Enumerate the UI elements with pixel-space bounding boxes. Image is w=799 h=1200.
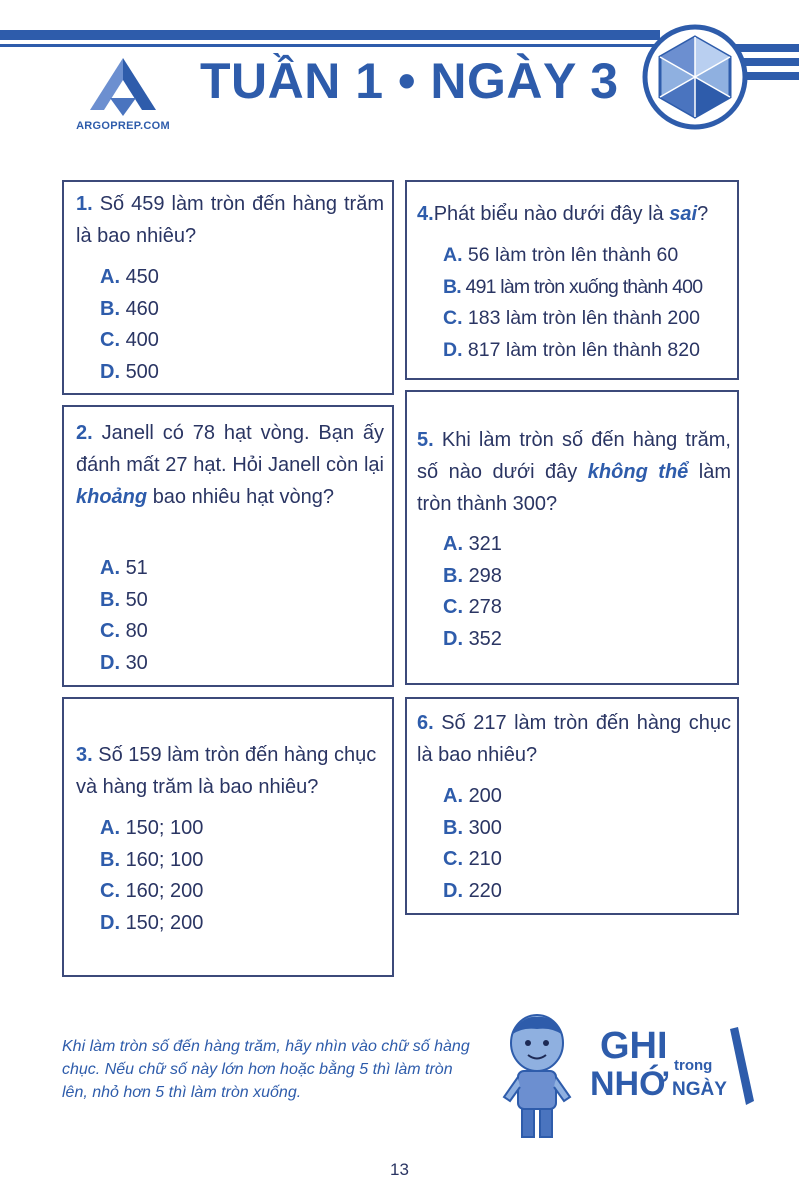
header-bar	[0, 30, 660, 40]
option-d[interactable]: D. 30	[100, 651, 148, 674]
question-emphasis: không thể	[587, 461, 689, 483]
option-b[interactable]: B. 50	[100, 588, 148, 611]
argoprep-logo	[68, 58, 178, 138]
question-text	[417, 424, 731, 520]
option-a[interactable]: A. 321	[443, 533, 502, 555]
options-list	[100, 262, 159, 388]
option-d[interactable]: D. 500	[100, 360, 159, 383]
page-number: 13	[390, 1160, 409, 1179]
option-c[interactable]: C. 80	[100, 620, 148, 642]
options-list	[443, 781, 502, 907]
question-body: Số 217 làm tròn đến hàng chục là bao nhiêu?	[417, 712, 731, 766]
question-body-before: Janell có 78 hạt vòng. Bạn ấy đánh mất 27 hạt. Hỏi Janell còn lại	[76, 422, 385, 476]
option-d[interactable]: D. 220	[443, 879, 502, 902]
pencil-slash-icon	[726, 1027, 756, 1107]
option-a[interactable]: A. 450	[100, 266, 159, 288]
hexagon-badge-icon	[640, 20, 750, 130]
option-b[interactable]: B. 460	[100, 297, 159, 320]
option-a[interactable]: A. 150; 100	[100, 817, 204, 839]
question-text	[76, 739, 384, 803]
question-body-before: Khi làm tròn số đến hàng trăm, số nào dưới đây	[417, 429, 731, 483]
question-card-1	[62, 180, 394, 395]
logo-text: ARGOPREP.COM	[76, 120, 170, 132]
question-body-before: Phát biểu nào dưới đây là	[433, 203, 664, 225]
option-a[interactable]: A. 56 làm tròn lên thành 60	[443, 244, 679, 266]
argoprep-logo-icon	[90, 58, 156, 116]
question-text	[417, 198, 733, 230]
question-text	[76, 188, 384, 252]
ghi-nho-badge	[590, 1025, 760, 1115]
option-c[interactable]: C. 400	[100, 329, 159, 351]
question-number: 5.	[417, 429, 434, 451]
option-d[interactable]: D. 150; 200	[100, 911, 204, 934]
question-number: 1.	[76, 193, 93, 215]
option-b[interactable]: B. 491 làm tròn xuống thành 400	[443, 275, 703, 298]
badge-trong: trong	[674, 1057, 713, 1074]
question-body: Số 159 làm tròn đến hàng chục và hàng trăm là bao nhiêu?	[76, 744, 377, 798]
question-card-3	[62, 697, 394, 977]
question-emphasis: khoảng	[76, 486, 148, 508]
option-d[interactable]: D. 352	[443, 627, 502, 650]
question-body: Số 459 làm tròn đến hàng trăm là bao nhiêu?	[76, 193, 384, 247]
question-text	[76, 417, 384, 513]
option-d[interactable]: D. 817 làm tròn lên thành 820	[443, 338, 700, 361]
tip-text: Khi làm tròn số đến hàng trăm, hãy nhìn vào chữ số hàng chục. Nếu chữ số này lớn hơn hoặc bằng 5 thì làm tròn lên, nhỏ hơn 5 thì làm tròn xuống.	[62, 1038, 470, 1101]
question-body-after: ?	[697, 203, 709, 225]
question-number: 2.	[76, 422, 93, 444]
badge-nho: NHỚ	[590, 1065, 669, 1103]
option-a[interactable]: A. 51	[100, 557, 148, 579]
options-list	[100, 813, 203, 939]
question-card-6	[405, 697, 739, 915]
badge-ngay: NGÀY	[672, 1079, 727, 1100]
option-c[interactable]: C. 160; 200	[100, 880, 204, 902]
badge-ghi: GHI	[600, 1025, 668, 1067]
question-card-5	[405, 390, 739, 685]
question-body-after: làm tròn thành 300?	[417, 461, 732, 515]
option-b[interactable]: B. 160; 100	[100, 848, 204, 871]
option-c[interactable]: C. 183 làm tròn lên thành 200	[443, 307, 700, 329]
options-list	[443, 240, 702, 366]
option-c[interactable]: C. 278	[443, 596, 502, 618]
option-b[interactable]: B. 298	[443, 564, 502, 587]
header-bar-thin	[0, 44, 660, 47]
page-title: TUẦN 1 • NGÀY 3	[200, 53, 619, 109]
options-list	[100, 553, 148, 679]
option-b[interactable]: B. 300	[443, 816, 502, 839]
option-c[interactable]: C. 210	[443, 848, 502, 870]
question-text	[417, 707, 731, 771]
question-emphasis: sai	[669, 203, 698, 225]
question-number: 3.	[76, 744, 93, 766]
question-card-2	[62, 405, 394, 687]
question-number: 6.	[417, 712, 434, 734]
question-body-after: bao nhiêu hạt vòng?	[152, 486, 334, 508]
question-card-4	[405, 180, 739, 380]
options-list	[443, 529, 502, 655]
boy-mascot-icon	[492, 1013, 582, 1143]
question-number: 4.	[417, 203, 434, 225]
option-a[interactable]: A. 200	[443, 785, 502, 807]
